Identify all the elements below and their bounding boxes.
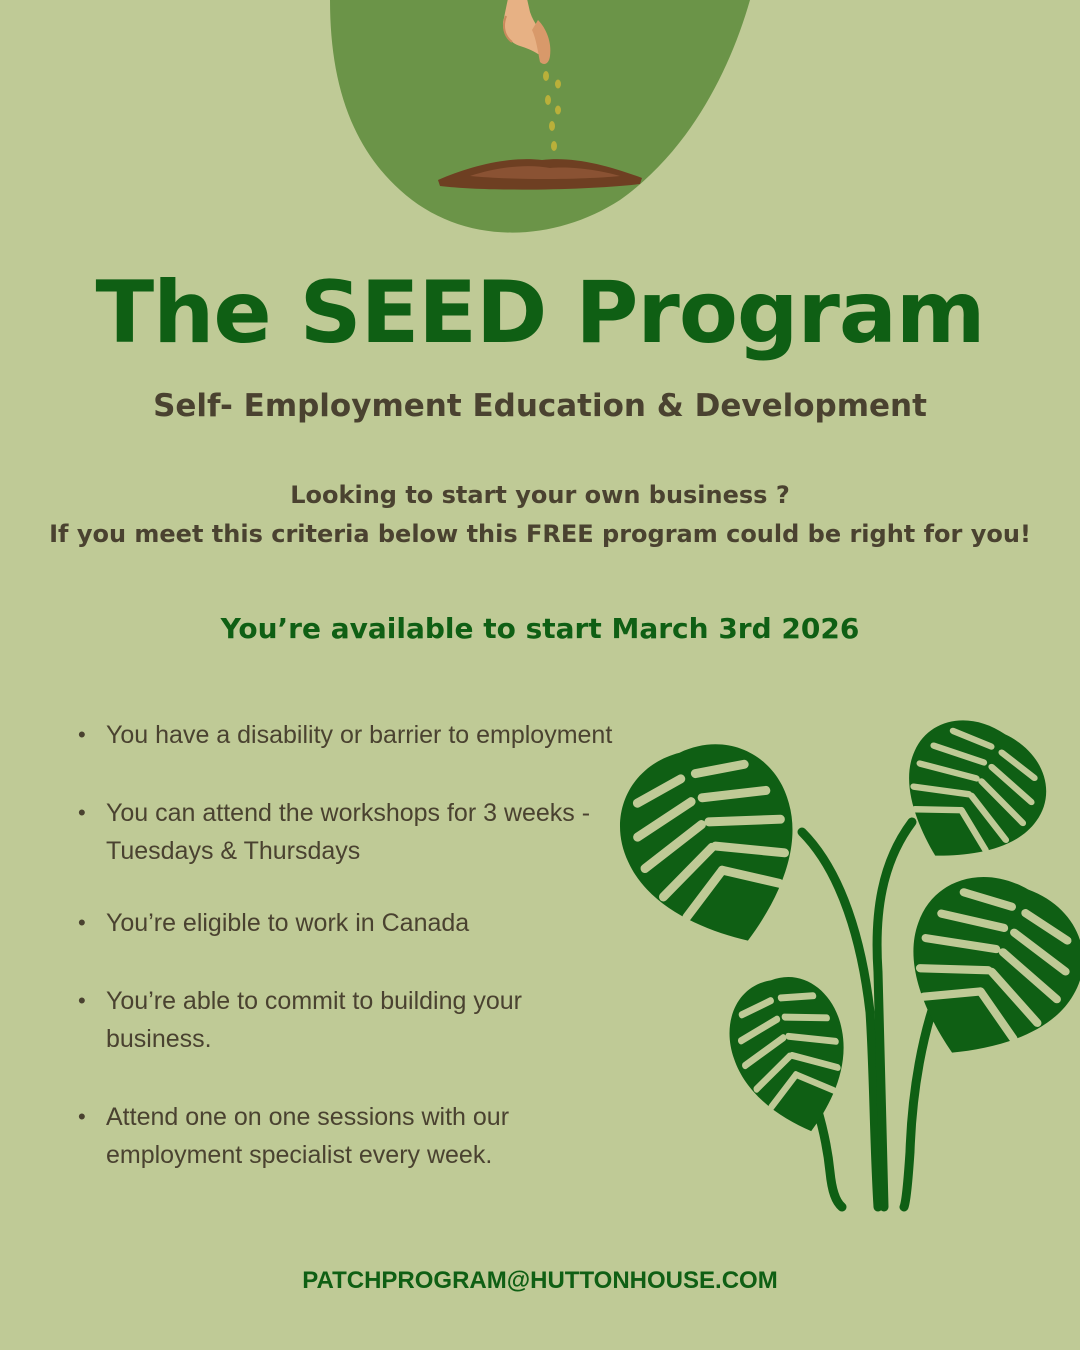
criteria-item: • You have a disability or barrier to employment (78, 716, 618, 754)
criteria-item: • Attend one on one sessions with our employment specialist every week. (78, 1098, 618, 1174)
plant-leaf (612, 723, 829, 970)
contact-email[interactable]: PATCHPROGRAM@HUTTONHOUSE.COM (302, 1267, 778, 1294)
intro-line-2: If you meet this criteria below this FREE program could be right for you! (49, 520, 1031, 548)
availability-heading: You’re available to start March 3rd 2026 (220, 612, 860, 645)
intro-line-1: Looking to start your own business ? (290, 481, 790, 509)
page-title: The SEED Program (95, 263, 985, 363)
hero-illustration (320, 0, 760, 250)
intro-text (0, 476, 1080, 554)
criteria-item: • You’re able to commit to building your business. (78, 982, 618, 1058)
plant-leaf (874, 853, 1080, 1089)
criteria-list (78, 716, 618, 1174)
criteria-item: • You can attend the workshops for 3 weeks -Tuesdays & Thursdays (78, 794, 618, 870)
plant-leaf (717, 966, 866, 1146)
leafy-plant-icon (612, 712, 1080, 1222)
page-subtitle: Self- Employment Education & Development (153, 388, 927, 424)
criteria-item: • You’re eligible to work in Canada (78, 904, 618, 942)
plant-leaf (874, 712, 1066, 891)
